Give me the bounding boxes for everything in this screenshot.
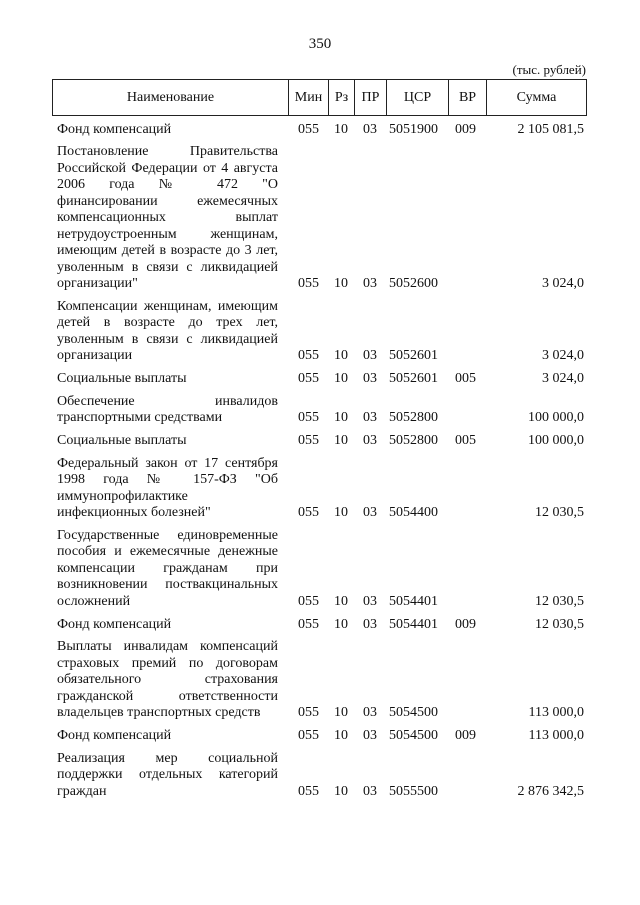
row-rz: 10: [334, 371, 348, 386]
row-min: 055: [298, 410, 319, 425]
row-pr: 03: [363, 505, 377, 520]
row-csr: 5054500: [389, 728, 438, 743]
row-vr: 009: [455, 616, 476, 632]
row-min: 055: [298, 593, 319, 609]
header-vr: ВР: [448, 80, 486, 115]
row-rz: 10: [334, 593, 348, 609]
table-row: [0, 394, 640, 427]
row-min: 055: [298, 783, 319, 799]
row-min: 055: [298, 705, 319, 720]
table-row: [0, 528, 640, 611]
row-name: Государственные единовременные пособия и ежемесячные денежные компенсации гражданам при возникновении поствакцинальных осложнений: [57, 527, 278, 609]
row-sum: 3 024,0: [542, 371, 584, 386]
row-pr: 03: [363, 616, 377, 632]
units-label: (тыс. рублей): [512, 62, 586, 77]
table-row: [0, 144, 640, 293]
row-rz: 10: [334, 728, 348, 743]
row-name: Федеральный закон от 17 сентября 1998 года № 157-ФЗ "Об иммунопрофилактике инфекционных болезней": [57, 455, 278, 520]
row-min: 055: [298, 728, 319, 743]
row-vr: 009: [455, 121, 476, 137]
table-row: [0, 639, 640, 722]
row-sum: 12 030,5: [535, 616, 584, 632]
row-pr: 03: [363, 371, 377, 386]
header-name: Наименование: [126, 89, 215, 105]
row-csr: 5052601: [389, 371, 438, 386]
header-pr: ПР: [354, 80, 386, 115]
row-vr: 005: [455, 371, 476, 386]
row-min: 055: [298, 348, 319, 363]
table-row: [0, 751, 640, 801]
row-rz: 10: [334, 348, 348, 363]
row-sum: 2 105 081,5: [517, 121, 584, 137]
row-name: Выплаты инвалидам компенсаций страховых премий по договорам обязательного страхования гражданской ответственности владельцев транспортных средств: [57, 639, 278, 720]
row-rz: 10: [334, 705, 348, 720]
row-sum: 12 030,5: [535, 505, 584, 520]
row-name: Постановление Правительства Российской Федерации от 4 августа 2006 года № 472 "О финансировании ежемесячных компенсационных выплат нетрудоустроенным женщинам, имеющим детей в возрасте до 3 лет, уволенным в связи с ликвидацией организации": [57, 144, 278, 291]
row-csr: 5051900: [389, 121, 438, 137]
header-csr: ЦСР: [386, 80, 448, 115]
row-sum: 100 000,0: [528, 433, 584, 448]
row-sum: 12 030,5: [535, 593, 584, 609]
row-rz: 10: [334, 410, 348, 425]
header-rz: Рз: [328, 80, 354, 115]
table-row: [0, 456, 640, 522]
row-pr: 03: [363, 410, 377, 425]
row-pr: 03: [363, 593, 377, 609]
row-pr: 03: [363, 348, 377, 363]
row-pr: 03: [363, 121, 377, 137]
row-name: Фонд компенсаций: [57, 728, 172, 743]
table-row: [0, 728, 640, 745]
row-sum: 3 024,0: [542, 348, 584, 363]
row-csr: 5052800: [389, 433, 438, 448]
row-pr: 03: [363, 276, 377, 291]
row-rz: 10: [334, 616, 348, 632]
row-csr: 5052600: [389, 276, 438, 291]
row-sum: 2 876 342,5: [517, 783, 584, 799]
row-csr: 5054400: [389, 505, 438, 520]
row-rz: 10: [334, 121, 348, 137]
table-row: [0, 616, 640, 633]
row-csr: 5054401: [389, 593, 438, 609]
row-name: Обеспечение инвалидов транспортными средствами: [57, 393, 278, 425]
row-name: Социальные выплаты: [57, 433, 187, 448]
row-vr: 005: [455, 433, 476, 448]
row-csr: 5055500: [389, 783, 438, 799]
row-sum: 100 000,0: [528, 410, 584, 425]
row-min: 055: [298, 616, 319, 632]
row-name: Реализация мер социальной поддержки отдельных категорий граждан: [57, 750, 278, 799]
table-header: [52, 79, 587, 116]
row-name: Фонд компенсаций: [57, 121, 172, 137]
row-rz: 10: [334, 276, 348, 291]
row-pr: 03: [363, 705, 377, 720]
row-min: 055: [298, 433, 319, 448]
header-sum: Сумма: [486, 80, 586, 115]
row-sum: 113 000,0: [528, 705, 584, 720]
row-pr: 03: [363, 783, 377, 799]
table-row: [0, 299, 640, 365]
row-pr: 03: [363, 728, 377, 743]
table-row: [0, 371, 640, 388]
row-vr: 009: [455, 728, 476, 743]
row-name: Фонд компенсаций: [57, 616, 172, 632]
table-body: [0, 121, 640, 800]
table-row: [0, 433, 640, 450]
row-sum: 113 000,0: [528, 728, 584, 743]
row-min: 055: [298, 276, 319, 291]
row-csr: 5052800: [389, 410, 438, 425]
row-csr: 5054500: [389, 705, 438, 720]
row-min: 055: [298, 505, 319, 520]
row-min: 055: [298, 121, 319, 137]
row-min: 055: [298, 371, 319, 386]
page-number: 350: [308, 36, 332, 52]
row-rz: 10: [334, 783, 348, 799]
row-rz: 10: [334, 433, 348, 448]
row-name: Социальные выплаты: [57, 371, 187, 386]
row-csr: 5052601: [389, 348, 438, 363]
row-csr: 5054401: [389, 616, 438, 632]
row-pr: 03: [363, 433, 377, 448]
row-sum: 3 024,0: [542, 276, 584, 291]
row-name: Компенсации женщинам, имеющим детей в возрасте до трех лет, уволенным в связи с ликвидацией организации: [57, 298, 278, 363]
header-min: Мин: [288, 80, 328, 115]
table-row: [0, 121, 640, 138]
row-rz: 10: [334, 505, 348, 520]
